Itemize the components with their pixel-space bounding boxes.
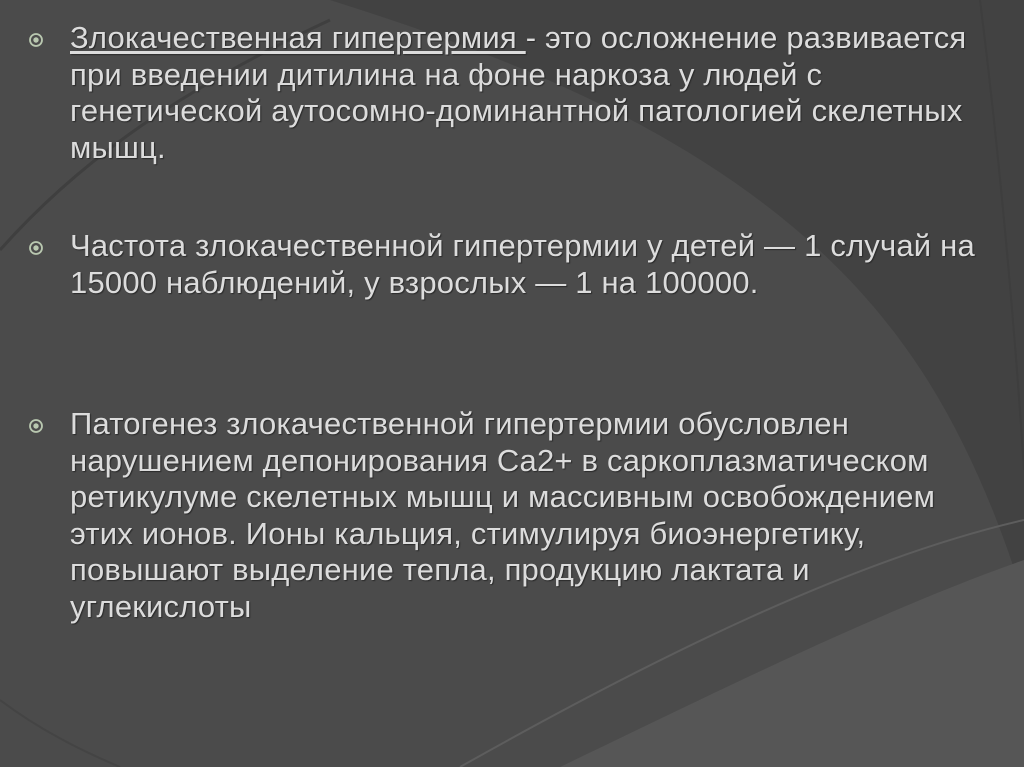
circle-bullet-icon [28, 32, 44, 48]
circle-bullet-icon [28, 418, 44, 434]
bullet-text [70, 20, 978, 166]
bullet-item [28, 228, 978, 301]
circle-bullet-icon [28, 240, 44, 256]
definition-term: Злокачественная гипертермия [70, 20, 526, 55]
bullet-text: Частота злокачественной гипертермии у детей — 1 случай на 15000 наблюдений, у взрослых — 1 на 100000. [70, 228, 975, 300]
definition-text: - это осложнение развивается при введении дитилина на фоне наркоза у людей с генетической аутосомно-доминантной патологией скелетных мышц. [70, 20, 967, 165]
bullet-text: Патогенез злокачественной гипертермии обусловлен нарушением депонирования Ca2+ в саркоплазматическом ретикулуме скелетных мышц и массивным освобождением этих ионов. Ионы кальция, стимулируя биоэнергетику, повышают выделение тепла, продукцию лактата и углекислоты [70, 406, 936, 624]
bullet-item [28, 20, 978, 166]
bullet-item [28, 406, 978, 625]
